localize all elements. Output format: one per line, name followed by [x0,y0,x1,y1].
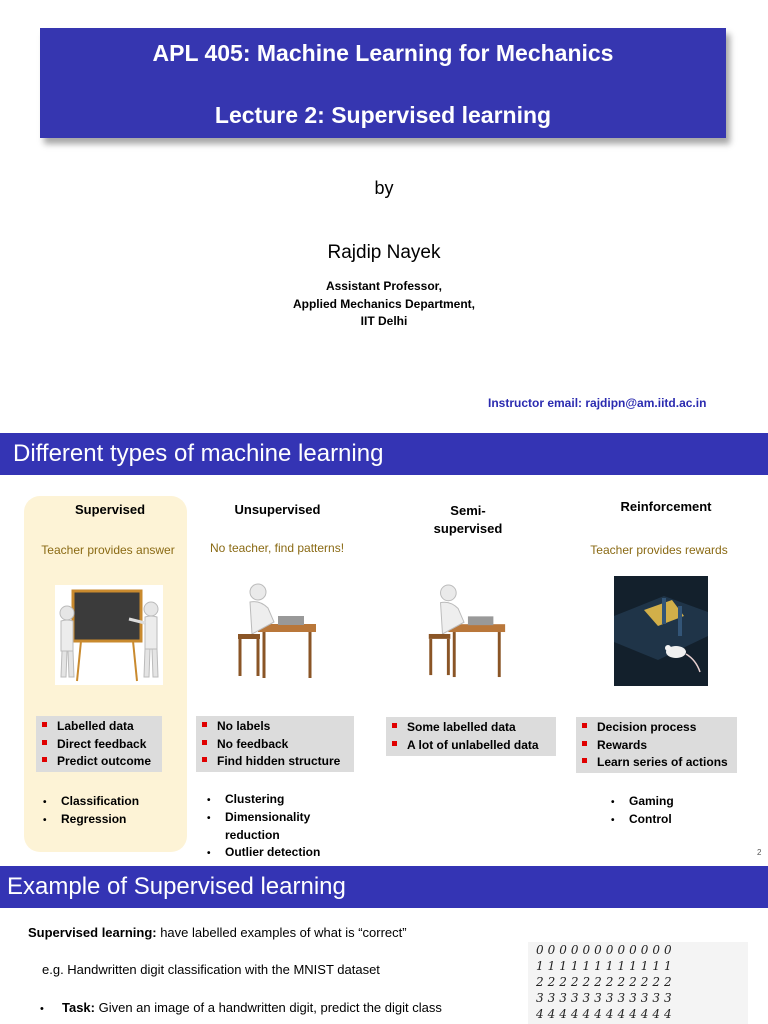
supervised-examples [43,793,139,829]
digit-row: 222222222222 [536,975,676,989]
person-at-desk-icon [228,578,322,688]
slide-header: Example of Supervised learning [0,866,768,908]
task-body: Given an image of a handwritten digit, predict the digit class [95,1000,442,1015]
task-text [40,1000,442,1015]
page-number: 2 [757,848,762,857]
col-title-reinforcement: Reinforcement [620,499,712,514]
list-item: Find hidden structure [202,753,348,771]
affiliation-line: IIT Delhi [360,314,408,328]
teacher-image [55,585,163,685]
col-title-line: Semi- [450,503,486,518]
unsupervised-features [196,716,354,772]
list-item: • Outlier detection [207,845,321,859]
instructor-email[interactable]: Instructor email: rajdipn@am.iitd.ac.in [488,396,707,410]
supervised-features [36,716,162,772]
list-item: Learn series of actions [582,754,731,772]
person-at-desk-icon [419,578,511,688]
unsupervised-examples [207,791,320,862]
reinforcement-features [576,717,737,773]
author-name: Rajdip Nayek [327,242,441,263]
list-item: reduction [225,828,280,842]
affiliation-line: Applied Mechanics Department, [292,296,476,311]
task-term: Task: [62,1000,95,1015]
list-item: A lot of unlabelled data [392,737,550,755]
slide-header: Different types of machine learning [0,433,768,475]
digit-row: 333333333333 [536,991,676,1005]
list-item: • Dimensionality [207,810,311,824]
mouse-maze-icon [614,576,708,686]
definition-text [28,925,407,940]
affiliation-line: Assistant Professor, [325,279,443,293]
title-banner [40,28,726,138]
list-item: • Gaming [611,794,674,808]
mnist-image [528,942,748,1024]
bullet: • [40,1003,44,1015]
maze-image [614,576,708,686]
definition-body: have labelled examples of what is “correct” [156,925,407,940]
col-subtitle-reinforcement: Teacher provides rewards [590,543,728,557]
col-subtitle-unsupervised: No teacher, find patterns! [209,541,345,555]
lecture-title: Lecture 2: Supervised learning [214,102,552,128]
list-item: Decision process [582,719,731,737]
list-item: Predict outcome [42,753,156,771]
digit-row: 111111111111 [536,959,676,973]
list-item: • Classification [43,794,140,808]
reinforcement-examples [611,793,674,829]
desk-image-2 [419,578,511,688]
digit-row: 000000000000 [536,943,676,957]
affiliation [0,278,768,331]
list-item: No feedback [202,736,348,754]
by-text: by [374,178,394,198]
definition-term: Supervised learning: [28,925,157,940]
course-title: APL 405: Machine Learning for Mechanics [152,40,614,66]
col-title-semi-supervised [408,502,528,538]
list-item: • Control [611,812,672,826]
list-item: No labels [202,718,348,736]
col-subtitle-supervised: Teacher provides answer [41,543,175,557]
col-title-line: supervised [433,521,503,536]
list-item: • Regression [43,812,127,826]
desk-image [228,578,322,688]
list-item: • Clustering [207,792,285,806]
list-item: Direct feedback [42,736,156,754]
semi-supervised-features [386,717,556,756]
example-text: e.g. Handwritten digit classification with the MNIST dataset [42,962,380,977]
col-title-unsupervised: Unsupervised [234,502,321,517]
list-item: Some labelled data [392,719,550,737]
list-item: Rewards [582,737,731,755]
col-title-supervised: Supervised [74,502,146,517]
list-item: Labelled data [42,718,156,736]
teacher-illustration-icon [55,585,163,685]
digit-row: 444444444444 [536,1007,676,1021]
